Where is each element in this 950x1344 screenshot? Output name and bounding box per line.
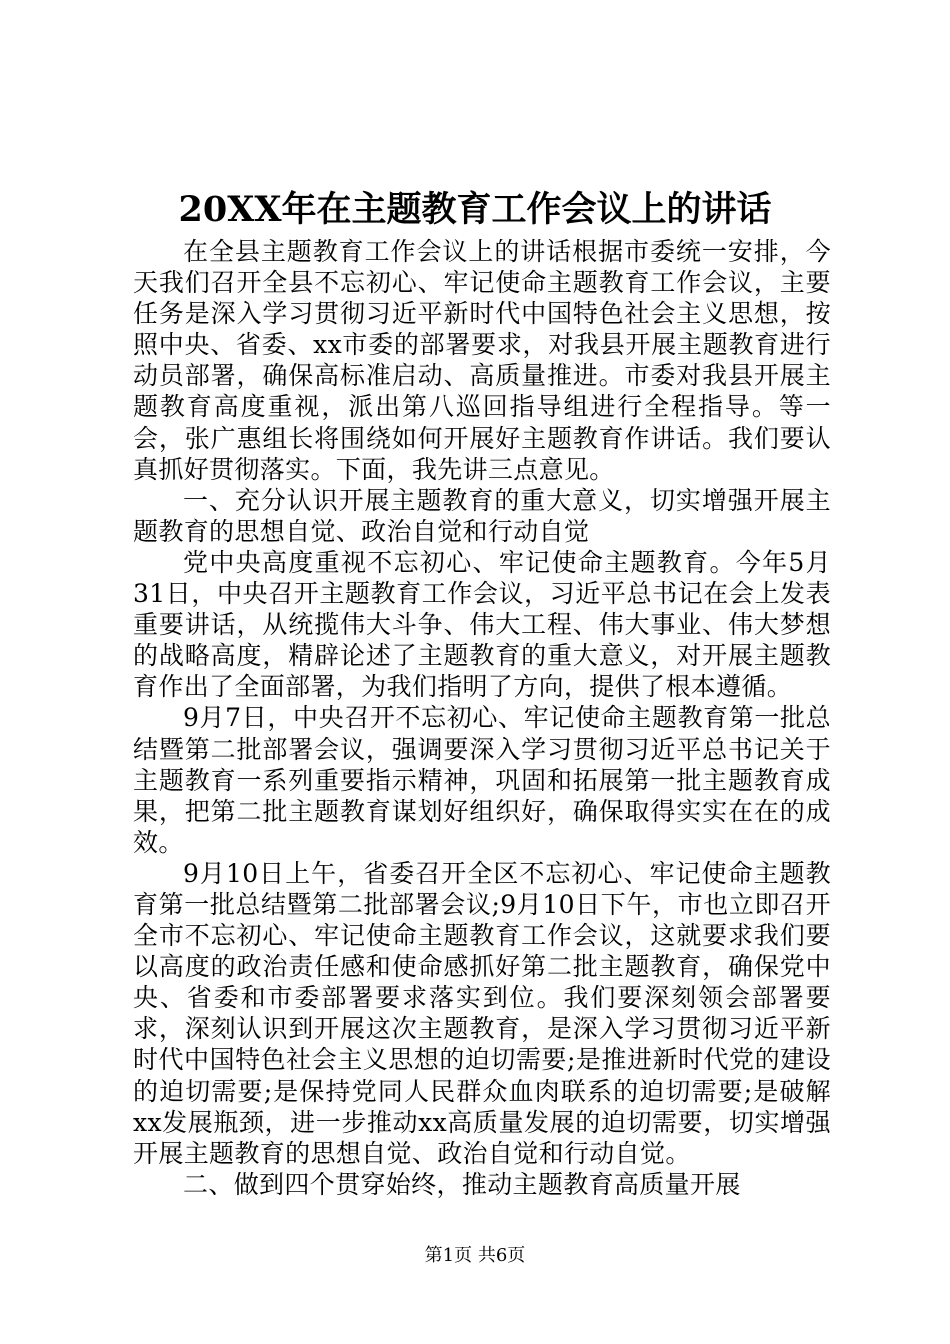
paragraph-sept-7: 9月7日，中央召开不忘初心、牢记使命主题教育第一批总结暨第二批部署会议，强调要深入学习贯彻习近平总书记关于主题教育一系列重要指示精神，巩固和拓展第一批主题教育成果，把第二批主题教育谋划好组织好，确保取得实实在在的成效。 bbox=[133, 703, 831, 857]
document-title: 20XX年在主题教育工作会议上的讲话 bbox=[178, 189, 772, 230]
paragraph-intro: 在全县主题教育工作会议上的讲话根据市委统一安排，今天我们召开全县不忘初心、牢记使命主题教育工作会议，主要任务是深入学习贯彻习近平新时代中国特色社会主义思想，按照中央、省委、xx市委的部署要求，对我县开展主题教育进行动员部署，确保高标准启动、高质量推进。市委对我县开展主题教育高度重视，派出第八巡回指导组进行全程指导。等一会，张广惠组长将围绕如何开展好主题教育作讲话。我们要认真抓好贯彻落实。下面，我先讲三点意见。 bbox=[133, 237, 831, 484]
document-body bbox=[133, 236, 831, 1200]
paragraph-section-one-heading: 一、充分认识开展主题教育的重大意义，切实增强开展主题教育的思想自觉、政治自觉和行动自觉 bbox=[133, 485, 831, 546]
paragraph-sept-10: 9月10日上午，省委召开全区不忘初心、牢记使命主题教育第一批总结暨第二批部署会议;9月10日下午，市也立即召开全市不忘初心、牢记使命主题教育工作会议，这就要求我们要以高度的政治责任感和使命感抓好第二批主题教育，确保党中央、省委和市委部署要求落实到位。我们要深刻领会部署要求，深刻认识到开展这次主题教育，是深入学习贯彻习近平新时代中国特色社会主义思想的迫切需要;是推进新时代党的建设的迫切需要;是保持党同人民群众血肉联系的迫切需要;是破解xx发展瓶颈，进一步推动xx高质量发展的迫切需要，切实增强开展主题教育的思想自觉、政治自觉和行动自觉。 bbox=[133, 858, 831, 1168]
page-number-footer: 第1页 共6页 bbox=[424, 1245, 526, 1266]
paragraph-central-meeting: 党中央高度重视不忘初心、牢记使命主题教育。今年5月31日，中央召开主题教育工作会议，习近平总书记在会上发表重要讲话，从统揽伟大斗争、伟大工程、伟大事业、伟大梦想的战略高度，精辟论述了主题教育的重大意义，对开展主题教育作出了全面部署，为我们指明了方向，提供了根本遵循。 bbox=[133, 547, 831, 702]
paragraph-section-two-heading: 二、做到四个贯穿始终，推动主题教育高质量开展 bbox=[183, 1169, 741, 1199]
